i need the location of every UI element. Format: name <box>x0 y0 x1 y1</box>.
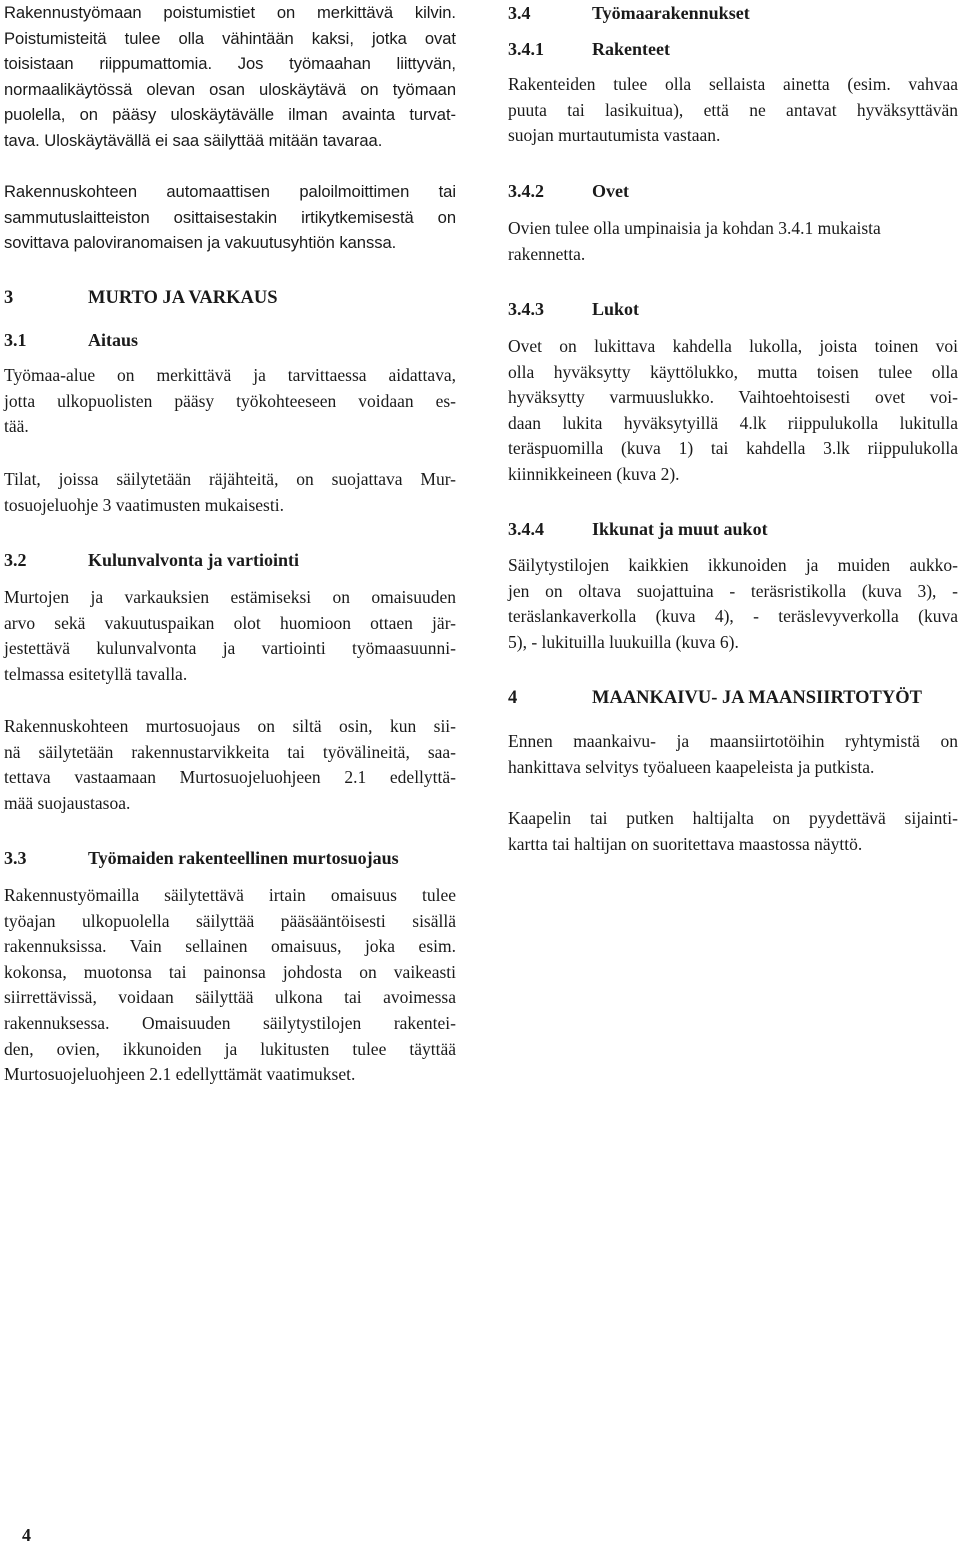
explosives-paragraph <box>4 467 456 518</box>
text-line: rakennuksessa. Omaisuuden säilytystilojen rakentei- <box>4 1012 456 1033</box>
text-line: nä säilytetään rakennustarvikkeita tai työvälineitä, saa- <box>4 741 456 762</box>
doors-paragraph <box>508 216 958 267</box>
text-line: olla hyväksytty käyttölukko, mutta toisen tulee olla <box>508 361 958 382</box>
text-line: puolella, on pääsy uloskäytävälle ilman avainta turvat- <box>4 105 456 125</box>
excavation-paragraph <box>508 729 958 780</box>
excavation-paragraph-text <box>508 729 958 780</box>
windows-paragraph <box>508 553 958 655</box>
section-3-4-heading <box>508 0 958 26</box>
page-number: 4 <box>22 1525 31 1545</box>
text-line: tää. <box>4 416 29 437</box>
text-line: jestettävä kulunvalvonta ja vartiointi työmaasuunni- <box>4 638 456 659</box>
section-3-4-1-number: 3.4.1 <box>508 39 544 59</box>
fire-alarm-paragraph <box>4 179 456 256</box>
locks-paragraph-text <box>508 334 958 488</box>
structures-paragraph <box>508 72 958 149</box>
text-line: kokonsa, muotonsa tai painonsa johdosta on vaikeasti <box>4 961 456 982</box>
section-3-4-2-heading <box>508 178 958 204</box>
section-3-2-number: 3.2 <box>4 550 27 570</box>
text-line: arvo sekä vakuutuspaikan olot huomioon ottaen jär- <box>4 612 456 633</box>
text-line: den, ovien, ikkunoiden ja lukitusten tulee täyttää <box>4 1038 456 1059</box>
text-line: Murtosuojeluohjeen 2.1 edellyttämät vaatimukset. <box>4 1064 356 1085</box>
section-3-4-2-number: 3.4.2 <box>508 181 544 201</box>
explosives-paragraph-text <box>4 467 456 518</box>
section-4-heading <box>508 685 958 711</box>
section-3-3-heading <box>4 845 456 871</box>
section-3-1-title: Aitaus <box>88 330 139 350</box>
text-line: toisistaan riippumattomia. Jos työmaahan liittyvän, <box>4 54 456 74</box>
section-3-heading <box>4 285 456 311</box>
text-line: Murtojen ja varkauksien estämiseksi on omaisuuden <box>4 587 456 607</box>
section-3-2-heading <box>4 547 456 573</box>
section-4-title: MAANKAIVU- JA MAANSIIRTOTYÖT <box>592 688 922 708</box>
section-3-3-number: 3.3 <box>4 848 27 868</box>
text-line: tettava vastaamaan Murtosuojeluohjeen 2.1 edellyttä- <box>4 767 456 788</box>
text-line: hyväksytty varmuuslukko. Vaihtoehtoisesti ovet voi- <box>508 387 958 408</box>
text-line: tosuojeluohje 3 vaatimusten mukaisesti. <box>4 494 284 515</box>
section-3-1-number: 3.1 <box>4 330 27 350</box>
text-line: 5), - lukituilla luukuilla (kuva 6). <box>508 631 739 652</box>
text-line: Rakennustyömaan poistumistiet on merkittävä kilvin. <box>4 3 456 22</box>
text-line: Rakennustyömailla säilytettävä irtain omaisuus tulee <box>4 885 456 905</box>
burglary-protection-paragraph <box>4 714 456 816</box>
text-line: telmassa esitetyllä tavalla. <box>4 663 188 684</box>
section-3-4-4-number: 3.4.4 <box>508 519 544 539</box>
storage-paragraph <box>4 883 456 1088</box>
text-line: Työmaa-alue on merkittävä ja tarvittaessa aidattava, <box>4 365 456 385</box>
text-line: Ovet on lukittava kahdella lukolla, joista toinen voi <box>508 336 958 356</box>
section-3-4-number: 3.4 <box>508 3 531 23</box>
section-3-4-3-heading <box>508 296 958 322</box>
section-3-number: 3 <box>4 288 14 308</box>
section-3-title: MURTO JA VARKAUS <box>88 288 278 308</box>
structures-paragraph-text <box>508 72 958 149</box>
access-control-paragraph-text <box>4 585 456 687</box>
text-line: työajan ulkopuolella säilyttää pääsääntöisesti sisällä <box>4 910 456 931</box>
text-line: rakennuksissa. Vain sellainen omaisuus, joka esim. <box>4 936 456 957</box>
section-4-number: 4 <box>508 688 518 708</box>
text-line: daan lukita hyväksytyillä 4.lk riippulukolla lukitulla <box>508 412 958 433</box>
exits-paragraph-text <box>4 0 456 154</box>
cable-map-paragraph <box>508 806 958 857</box>
section-3-4-3-number: 3.4.3 <box>508 299 544 319</box>
exits-paragraph <box>4 0 456 154</box>
fire-alarm-paragraph-text <box>4 179 456 256</box>
section-3-4-4-heading <box>508 516 958 542</box>
windows-paragraph-text <box>508 553 958 655</box>
section-3-2-title: Kulunvalvonta ja vartiointi <box>88 550 300 570</box>
text-line: suojan murtautumista vastaan. <box>508 125 721 146</box>
text-line: tava. Uloskäytävällä ei saa säilyttää mitään tavaraa. <box>4 130 383 150</box>
text-line: teräspuomilla (kuva 1) tai kahdella 3.lk riippulukolla <box>508 438 958 459</box>
storage-paragraph-text <box>4 883 456 1088</box>
text-line: teräslankaverkolla (kuva 4), - teräslevyverkolla (kuva <box>508 606 958 627</box>
text-line: Poistumisteitä tulee olla vähintään kaksi, jotka ovat <box>4 28 456 48</box>
section-3-4-1-title: Rakenteet <box>592 39 670 59</box>
section-3-4-3-title: Lukot <box>592 299 640 319</box>
text-line: Kaapelin tai putken haltijalta on pyydettävä sijainti- <box>508 808 958 828</box>
text-line: jotta ulkopuolisten pääsy työkohteeseen voidaan es- <box>4 390 456 411</box>
text-line: kartta tai haltijan on suoritettava maastossa näyttö. <box>508 833 863 854</box>
text-line: puuta tai lasikuitua), että ne antavat hyväksyttävän <box>508 99 958 120</box>
section-3-4-4-title: Ikkunat ja muut aukot <box>592 519 768 539</box>
section-3-4-1-heading <box>508 36 958 62</box>
fencing-paragraph <box>4 363 456 440</box>
cable-map-paragraph-text <box>508 806 958 857</box>
text-line: rakennetta. <box>508 243 586 264</box>
section-3-1-heading <box>4 327 456 353</box>
section-3-3-title: Työmaiden rakenteellinen murtosuojaus <box>88 848 399 868</box>
text-line: Rakennuskohteen automaattisen paloilmoittimen tai <box>4 182 456 201</box>
text-line: Ovien tulee olla umpinaisia ja kohdan 3.4.1 mukaista <box>508 218 881 238</box>
fencing-paragraph-text <box>4 363 456 440</box>
text-line: sovittava paloviranomaisen ja vakuutusyhtiön kanssa. <box>4 233 397 253</box>
doors-paragraph-text <box>508 216 958 267</box>
text-line: mää suojaustasoa. <box>4 792 131 813</box>
text-line: Rakenteiden tulee olla sellaista ainetta (esim. vahvaa <box>508 74 958 94</box>
burglary-protection-paragraph-text <box>4 714 456 816</box>
text-line: jen on oltava suojattuina - teräsristikolla (kuva 3), - <box>508 580 958 601</box>
text-line: normaalikäytössä olevan osan uloskäytävä on työmaan <box>4 79 456 99</box>
section-3-4-title: Työmaarakennukset <box>592 3 750 23</box>
text-line: Rakennuskohteen murtosuojaus on siltä osin, kun sii- <box>4 716 456 736</box>
text-line: kiinnikkeineen (kuva 2). <box>508 463 680 484</box>
section-3-4-2-title: Ovet <box>592 181 629 201</box>
access-control-paragraph <box>4 585 456 687</box>
locks-paragraph <box>508 334 958 488</box>
text-line: Ennen maankaivu- ja maansiirtotöihin ryhtymistä on <box>508 731 958 751</box>
text-line: sammutuslaitteiston osittaisestakin irtikytkemisestä on <box>4 207 456 227</box>
text-line: Tilat, joissa säilytetään räjähteitä, on suojattava Mur- <box>4 469 456 489</box>
text-line: siirrettävissä, voidaan säilyttää ulkona tai avoimessa <box>4 987 456 1008</box>
text-line: Säilytystilojen kaikkien ikkunoiden ja muiden aukko- <box>508 555 958 575</box>
text-line: hankittava selvitys työalueen kaapeleista ja putkista. <box>508 756 875 777</box>
